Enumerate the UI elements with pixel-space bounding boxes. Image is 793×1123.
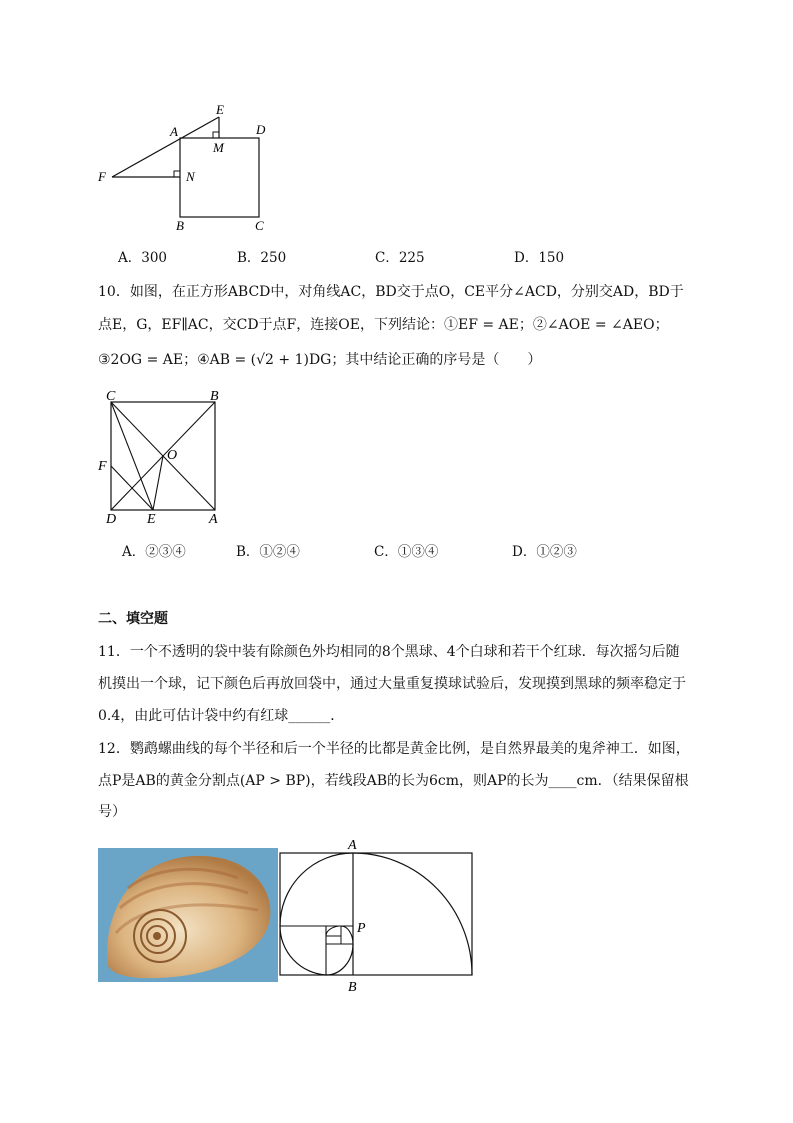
label-f: F [98, 459, 107, 474]
label-d: D [256, 122, 266, 137]
q12-line1: 12．鹦鹉螺曲线的每个半径和后一个半径的比都是黄金比例，是自然界最美的鬼斧神工．如图， [98, 741, 690, 757]
q11-line3: 0.4，由此可估计袋中约有红球______． [98, 708, 345, 724]
spiral-arc [280, 853, 353, 926]
outer-rectangle [280, 853, 472, 975]
label-a: A [209, 512, 218, 527]
q11-line2: 机摸出一个球，记下颜色后再放回袋中，通过大量重复摸球试验后，发现摸到黑球的频率稳定于 [98, 676, 686, 692]
label-f: F [98, 169, 106, 184]
q10-line3: ③2OG = AE；④AB = (√2 + 1)DG；其中结论正确的序号是（ ） [98, 352, 542, 368]
q9-option-c: C．225 [375, 250, 425, 266]
q10-line1: 10．如图，在正方形ABCD中，对角线AC，BD交于点O，CE平分∠ACD，分别交AD，BD于 [98, 284, 684, 300]
label-b: B [210, 389, 219, 404]
label-c: C [255, 218, 264, 233]
label-m: M [213, 140, 224, 155]
label-e: E [216, 102, 224, 117]
q10-option-a: A．②③④ [122, 544, 186, 560]
q10-option-d: D．①②③ [512, 544, 577, 560]
spiral-arc [326, 944, 353, 975]
q10-line2: 点E，G，EF∥AC，交CD于点F，连接OE，下列结论：①EF = AE；②∠AOE = ∠AEO； [98, 317, 669, 333]
label-d: D [106, 512, 117, 527]
q9-option-d: D．150 [514, 250, 565, 266]
spiral-arc [280, 926, 326, 975]
label-a: A [170, 124, 178, 139]
spiral-arc [341, 926, 353, 944]
spiral-arc [326, 926, 341, 936]
q9-option-b: B．250 [237, 250, 287, 266]
label-p: P [357, 921, 366, 936]
q12-line2: 点P是AB的黄金分割点(AP > BP)，若线段AB的长为6cm，则AP的长为____cm．（结果保留根 [98, 773, 689, 789]
q12-line3: 号） [98, 804, 126, 820]
q11-line1: 11．一个不透明的袋中装有除颜色外均相同的8个黑球、4个白球和若干个红球．每次摇匀后随 [98, 644, 680, 660]
label-b: B [348, 980, 357, 995]
label-e: E [147, 512, 156, 527]
label-o: O [167, 448, 178, 463]
section-heading: 二、填空题 [98, 611, 168, 627]
label-n: N [186, 169, 195, 184]
label-a: A [348, 838, 357, 853]
q10-option-c: C．①③④ [374, 544, 439, 560]
q10-option-b: B．①②④ [236, 544, 300, 560]
label-c: C [106, 389, 116, 404]
label-b: B [176, 218, 184, 233]
spiral-arc [353, 853, 472, 975]
q9-option-a: A．300 [118, 250, 168, 266]
